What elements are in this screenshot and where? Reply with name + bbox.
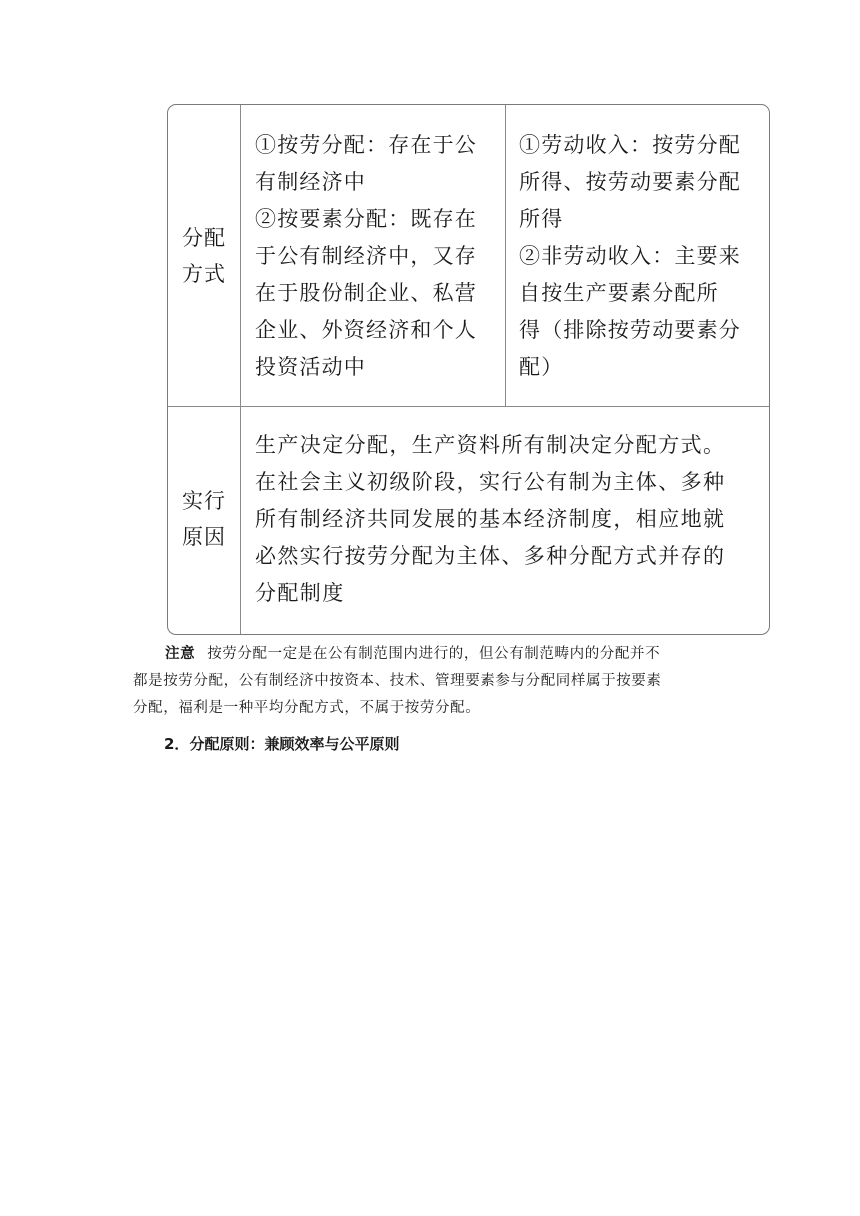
note-paragraph [133,641,753,722]
section-number: 2． [164,735,190,753]
cell-line: 分配制度 [255,581,345,605]
row-label-line: 方式 [182,262,226,286]
row-label-reason [168,483,240,555]
column-divider-label [240,105,241,634]
cell-line: 得（排除按劳动要素分 [519,318,741,342]
cell-line: 在社会主义初级阶段，实行公有制为主体、多种 [255,470,726,494]
cell-line: 企业、外资经济和个人 [255,318,477,342]
section-title: 分配原则：兼顾效率与公平原则 [189,735,400,753]
cell-line: 配） [519,355,564,379]
row-label-distribution-method [168,220,240,292]
distribution-table [167,104,770,635]
row-label-line: 分配 [182,226,226,250]
cell-line: 自按生产要素分配所 [519,281,719,305]
cell-line: 在于股份制企业、私营 [255,281,477,305]
note-text: 按劳分配一定是在公有制范围内进行的，但公有制范畴内的分配并不 [207,646,661,662]
cell-line: 有制经济中 [255,170,366,194]
cell-line: 必然实行按劳分配为主体、多种分配方式并存的 [255,544,726,568]
row-label-line: 原因 [182,525,226,549]
cell-reason-text [255,427,765,612]
cell-line: 所有制经济共同发展的基本经济制度，相应地就 [255,507,726,531]
cell-distribution-methods [255,127,500,386]
note-line: 分配，福利是一种平均分配方式，不属于按劳分配。 [133,700,481,716]
row-label-line: 实行 [182,489,226,513]
column-divider-middle [505,105,506,407]
cell-line: 投资活动中 [255,355,366,379]
note-line [133,641,753,668]
cell-line: 所得、按劳动要素分配 [519,170,741,194]
cell-line: 生产决定分配，生产资料所有制决定分配方式。 [255,433,726,457]
cell-income-types [519,127,765,386]
section-heading [164,731,399,758]
note-heading: 注意 [165,646,196,662]
note-line: 都是按劳分配，公有制经济中按资本、技术、管理要素参与分配同样属于按要素 [133,673,662,689]
cell-line: ①按劳分配：存在于公 [255,133,477,157]
cell-line: 于公有制经济中，又存 [255,244,477,268]
cell-line: ①劳动收入：按劳分配 [519,133,741,157]
row-divider [168,406,769,407]
cell-line: ②非劳动收入：主要来 [519,244,741,268]
cell-line: 所得 [519,207,564,231]
cell-line: ②按要素分配：既存在 [255,207,477,231]
